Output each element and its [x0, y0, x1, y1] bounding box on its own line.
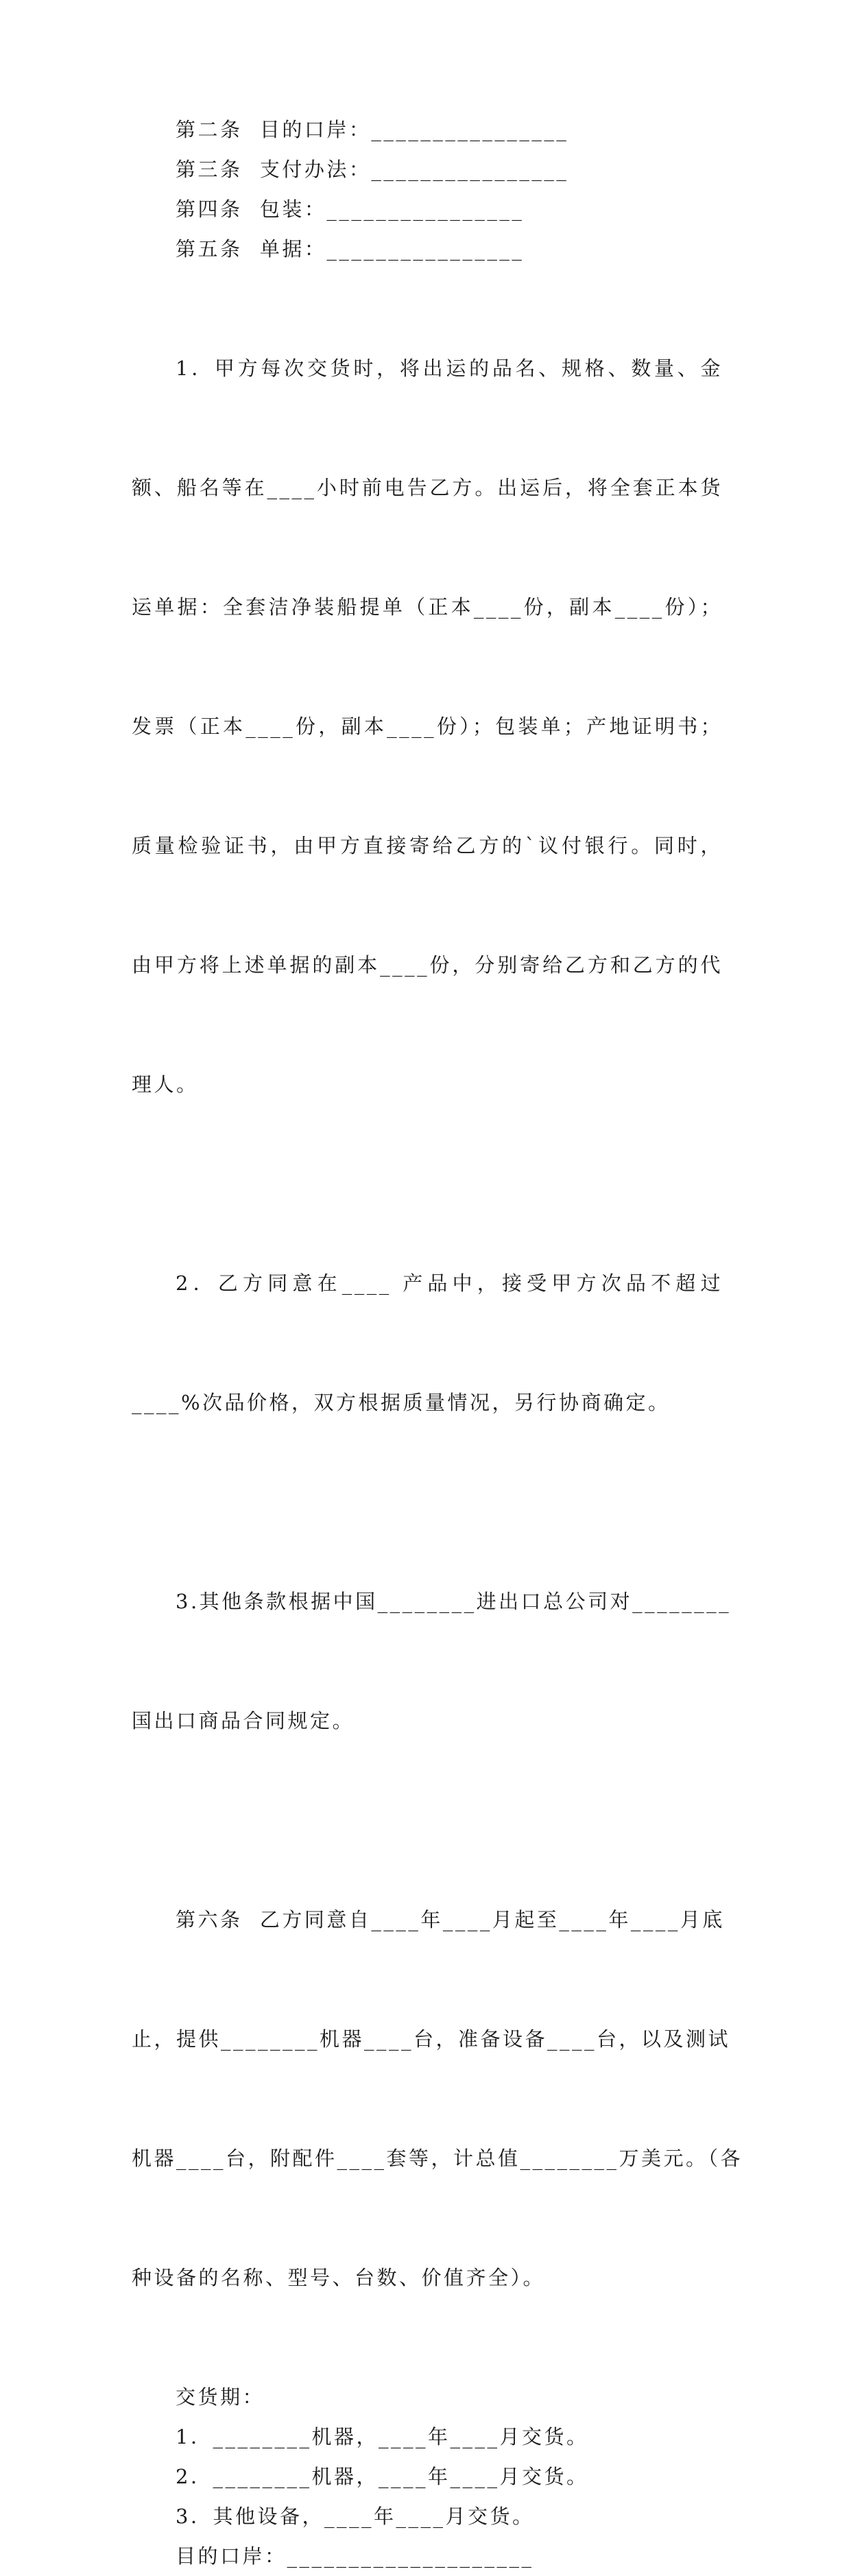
destination-port-line: 目的口岸：____________________	[176, 2544, 534, 2568]
text-line: 额、船名等在____小时前电告乙方。出运后，将全套正本货	[132, 476, 723, 499]
text-line: 由甲方将上述单据的副本____份，分别寄给乙方和乙方的代	[132, 953, 723, 977]
text-line: ____%次品价格，双方根据质量情况，另行协商确定。	[132, 1391, 671, 1414]
delivery-item-2: 2．________机器，____年____月交货。	[176, 2465, 589, 2488]
text-line: 1．甲方每次交货时，将出运的品名、规格、数量、金	[176, 357, 723, 380]
delivery-item-1: 1．________机器，____年____月交货。	[176, 2425, 589, 2448]
text-line: 运单据：全套洁净装船提单（正本____份，副本____份）；	[132, 595, 723, 619]
paragraph-shipping-documents	[132, 269, 723, 1184]
article-4-packing: 第四条 包装：________________	[176, 198, 525, 221]
article-5-documents: 第五条 单据：________________	[176, 237, 525, 261]
article-3-payment-method: 第三条 支付办法：________________	[176, 158, 569, 181]
paragraph-defective-products	[132, 1184, 723, 1502]
delivery-item-3: 3．其他设备，____年____月交货。	[176, 2505, 535, 2528]
text-line: 止，提供________机器____台，准备设备____台，以及测试	[132, 2027, 731, 2051]
paragraph-other-terms	[132, 1502, 732, 1820]
text-line: 2．乙方同意在____ 产品中，接受甲方次品不超过	[176, 1272, 723, 1295]
text-line: 机器____台，附配件____套等，计总值________万美元。（各	[132, 2147, 743, 2170]
text-line: 3.其他条款根据中国________进出口总公司对________	[176, 1590, 732, 1613]
text-line: 第六条 乙方同意自____年____月起至____年____月底	[176, 1908, 725, 1931]
contract-body	[132, 110, 743, 2576]
text-line: 质量检验证书，由甲方直接寄给乙方的`议付银行。同时，	[132, 834, 723, 857]
text-line: 理人。	[132, 1073, 199, 1096]
text-line: 种设备的名称、型号、台数、价值齐全）。	[132, 2266, 546, 2289]
text-line: 发票（正本____份，副本____份）；包装单；产地证明书；	[132, 715, 723, 738]
article-2-destination-port: 第二条 目的口岸：________________	[176, 118, 569, 141]
text-line: 国出口商品合同规定。	[132, 1709, 355, 1732]
delivery-period-heading: 交货期：	[176, 2385, 265, 2409]
article-6-supply	[132, 1820, 743, 2377]
